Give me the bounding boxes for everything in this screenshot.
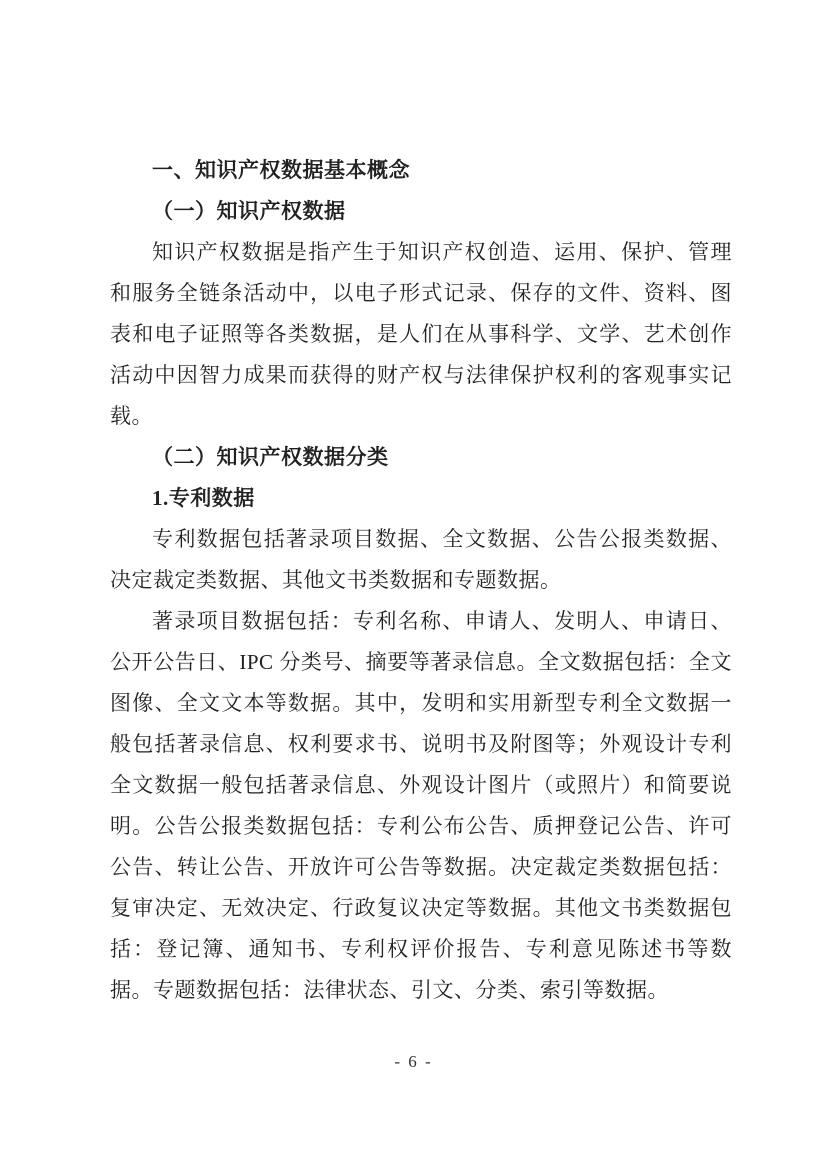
page-number: - 6 - bbox=[394, 1052, 433, 1071]
subsection-heading-2: （二）知识产权数据分类 bbox=[152, 445, 389, 469]
item-heading-patent-data: 1.专利数据 bbox=[152, 486, 255, 510]
page-footer bbox=[0, 1052, 827, 1072]
document-content bbox=[110, 150, 732, 1011]
paragraph-patent-data-detail: 著录项目数据包括：专利名称、申请人、发明人、申请日、公开公告日、IPC 分类号、摘要等著录信息。全文数据包括：全文图像、全文文本等数据。其中，发明和实用新型专利全文数据一般包括著录信息、权利要求书、说明书及附图等；外观设计专利全文数据一般包括著录信息、外观设计图片（或照片）和简要说明。公告公报类数据包括：专利公布公告、质押登记公告、许可公告、转让公告、开放许可公告等数据。决定裁定类数据包括：复审决定、无效决定、行政复议决定等数据。其他文书类数据包括：登记簿、通知书、专利权评价报告、专利意见陈述书等数据。专题数据包括：法律状态、引文、分类、索引等数据。 bbox=[110, 609, 732, 1002]
subsection-heading-1: （一）知识产权数据 bbox=[152, 199, 346, 223]
section-heading-main: 一、知识产权数据基本概念 bbox=[152, 158, 410, 182]
paragraph-patent-data-overview: 专利数据包括著录项目数据、全文数据、公告公报类数据、决定裁定类数据、其他文书类数据和专题数据。 bbox=[110, 527, 732, 592]
paragraph-definition: 知识产权数据是指产生于知识产权创造、运用、保护、管理和服务全链条活动中，以电子形式记录、保存的文件、资料、图表和电子证照等各类数据，是人们在从事科学、文学、艺术创作活动中因智力成果而获得的财产权与法律保护权利的客观事实记载。 bbox=[110, 240, 732, 428]
